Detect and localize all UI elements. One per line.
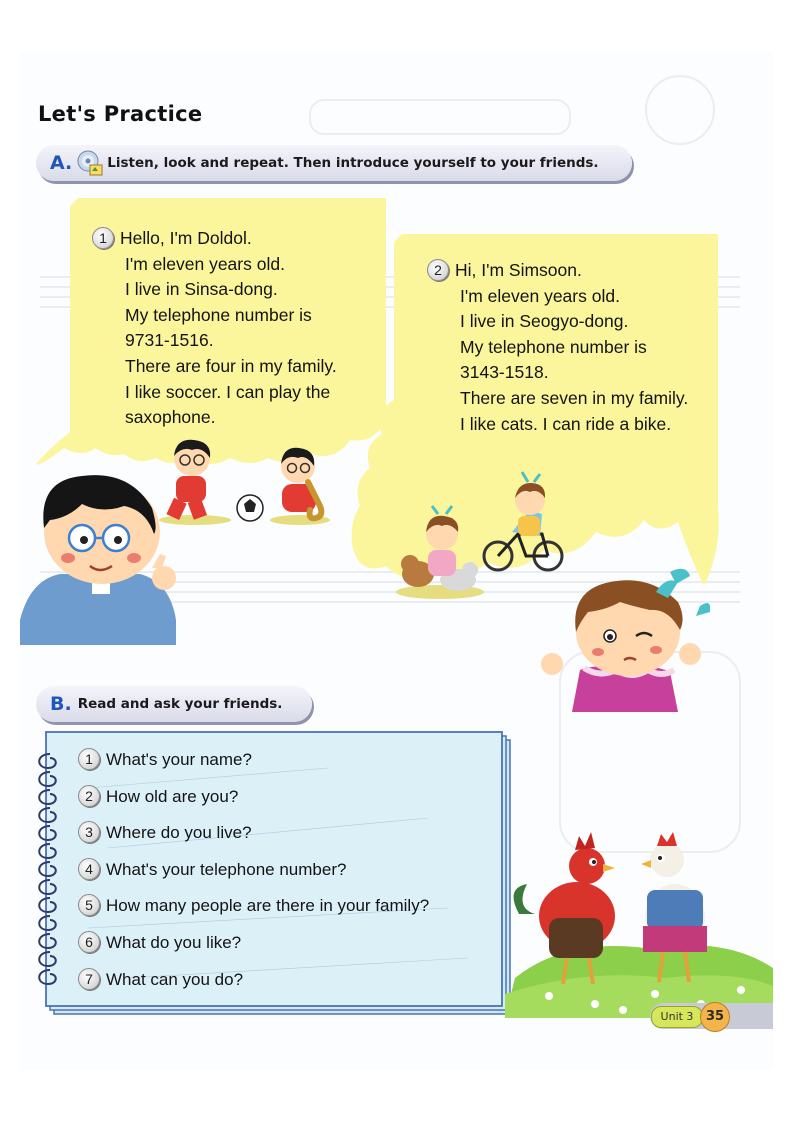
number-badge: 1 [78, 748, 100, 770]
list-item [78, 928, 429, 965]
bubble-1-line: I'm eleven years old. [125, 253, 285, 274]
section-b-letter: B. [50, 693, 72, 715]
unit-badge: Unit 3 [651, 1006, 703, 1028]
question-text: What do you like? [106, 932, 242, 952]
bubble-1-line: I like soccer. I can play the [125, 381, 331, 402]
list-item [78, 891, 429, 928]
bubble-2-line: My telephone number is [460, 336, 647, 357]
bubble-2-line: Hi, I'm Simsoon. [455, 260, 582, 280]
cat-girl-figure [396, 506, 484, 599]
bubble-2-line: 3143-1518. [460, 362, 549, 383]
doldol-character [20, 470, 180, 645]
cd-audio-icon[interactable] [76, 149, 104, 177]
bubble-2-text [427, 258, 688, 437]
question-text: What's your telephone number? [106, 859, 347, 879]
section-b-banner [36, 686, 312, 722]
page-title: Let's Practice [38, 102, 203, 126]
question-text: How old are you? [106, 786, 239, 806]
list-item [78, 782, 429, 819]
bubble-1-line: saxophone. [125, 407, 216, 428]
question-text: Where do you live? [106, 823, 252, 843]
number-badge: 5 [78, 894, 100, 916]
question-text: How many people are there in your family? [106, 896, 430, 916]
bubble-2-line: I live in Seogyo-dong. [460, 311, 629, 332]
question-list [78, 745, 429, 1001]
question-text: What can you do? [106, 969, 244, 989]
number-badge: 3 [78, 821, 100, 843]
list-item [78, 818, 429, 855]
bubble-1-line: There are four in my family. [125, 355, 337, 376]
bubble-1-text [92, 226, 337, 431]
number-badge: 2 [78, 785, 100, 807]
section-a-banner [36, 145, 632, 181]
simsoon-character [540, 562, 710, 712]
bubble-2-line: There are seven in my family. [460, 387, 689, 408]
list-item [78, 965, 429, 1002]
number-badge: 7 [78, 968, 100, 990]
saxophone-boy-figure [270, 448, 330, 525]
number-badge: 6 [78, 931, 100, 953]
bike-girl-figure [484, 472, 562, 570]
question-text: What's your name? [106, 750, 252, 769]
bubble-1-line: 9731-1516. [125, 330, 214, 351]
chickens-illustration [505, 818, 773, 1018]
number-badge: 4 [78, 858, 100, 880]
bubble-1-line: My telephone number is [125, 304, 312, 325]
bubble-2-line: I like cats. I can ride a bike. [460, 413, 672, 434]
number-badge: 2 [427, 259, 449, 281]
bubble-1-line: I live in Sinsa-dong. [125, 279, 278, 300]
section-a-letter: A. [50, 152, 73, 174]
bubble-1-line: Hello, I'm Doldol. [120, 228, 252, 248]
list-item [78, 855, 429, 892]
list-item [78, 745, 429, 782]
number-badge: 1 [92, 227, 114, 249]
page-number: 35 [700, 1002, 730, 1032]
section-b-instruction: Read and ask your friends. [77, 696, 283, 712]
bubble-2-line: I'm eleven years old. [460, 285, 620, 306]
section-a-instruction: Listen, look and repeat. Then introduce yourself to your friends. [107, 155, 599, 171]
